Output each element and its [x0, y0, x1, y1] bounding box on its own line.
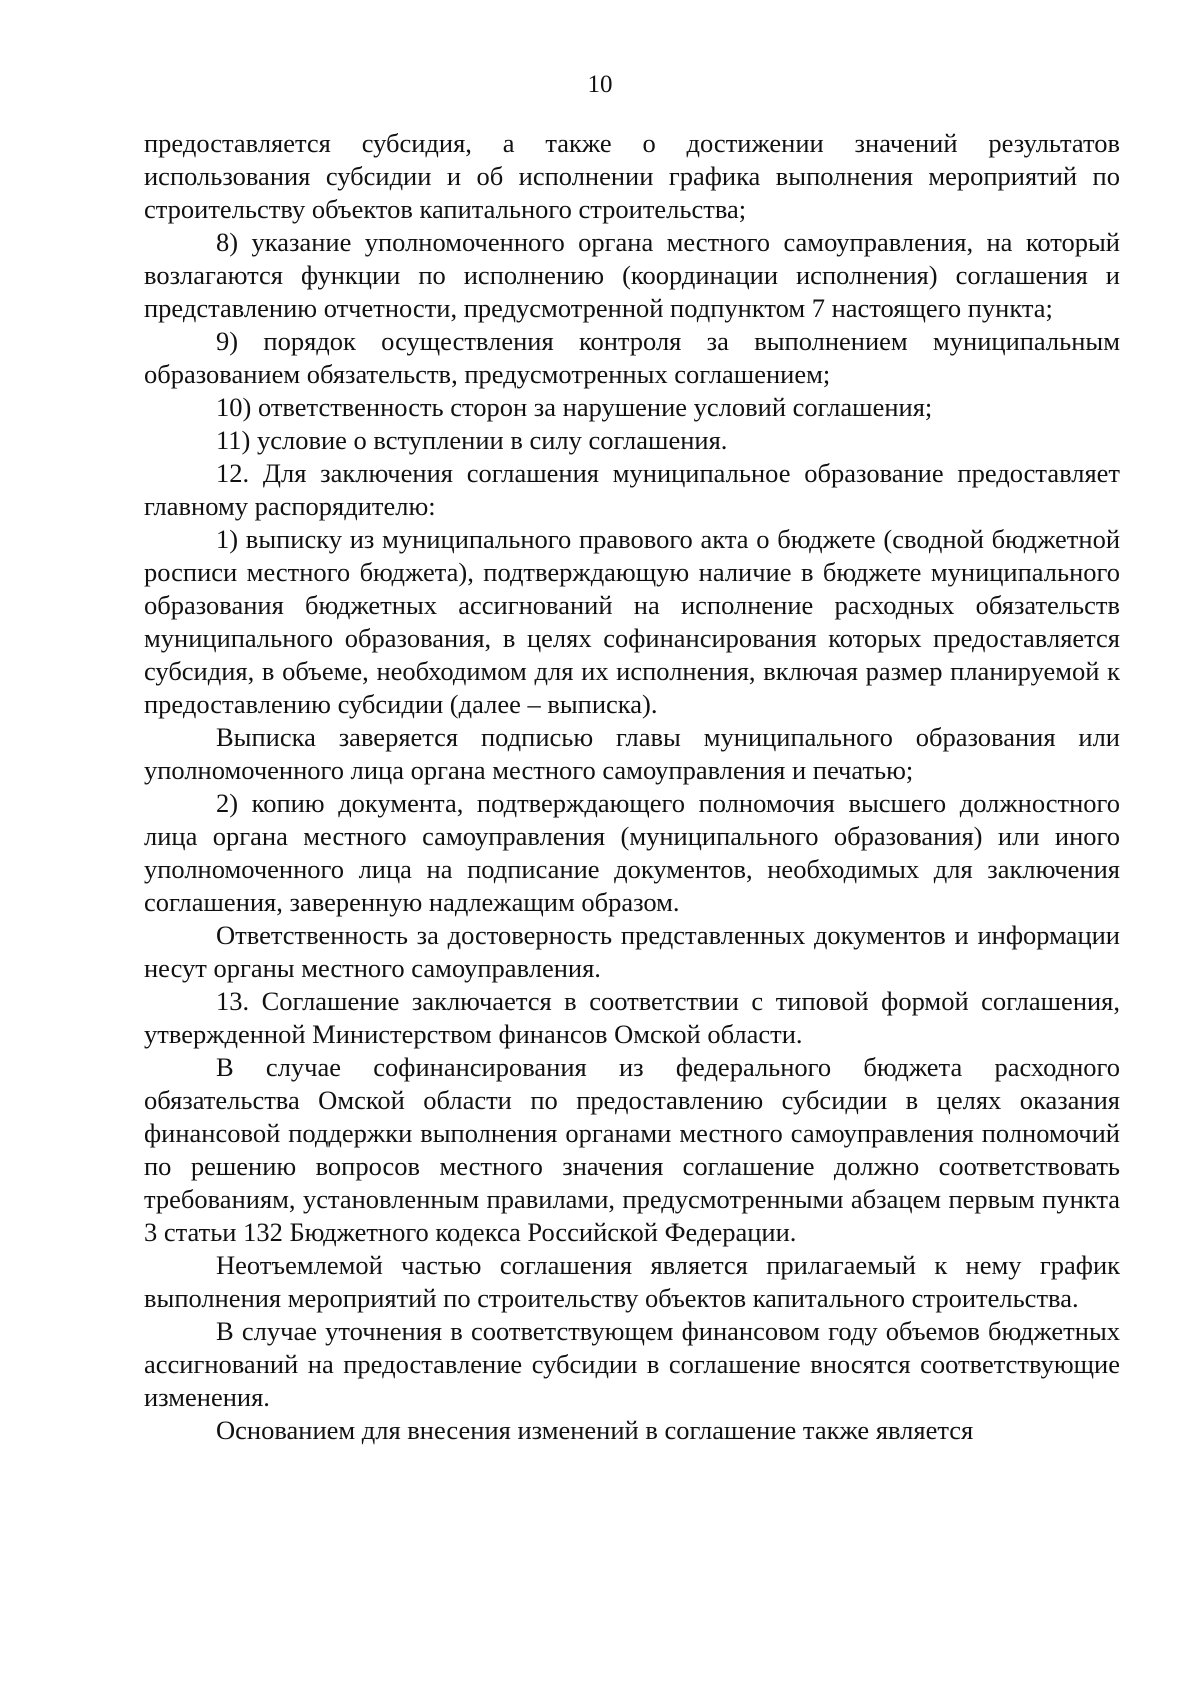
- paragraph-responsibility: Ответственность за достоверность представленных документов и информации несут органы местного самоуправления.: [144, 920, 1120, 983]
- paragraph-item-8: 8) указание уполномоченного органа местного самоуправления, на который возлагаются функции по исполнению (координации исполнения) соглашения и представлению отчетности, предусмотренной подпунктом 7 настоящего пункта;: [144, 227, 1120, 323]
- document-body: [144, 127, 1120, 1447]
- paragraph-federal-cofinancing: В случае софинансирования из федерального бюджета расходного обязательства Омской области по предоставлению субсидии в целях оказания финансовой поддержки выполнения органами местного самоуправления полномочий по решению вопросов местного значения соглашение должно соответствовать требованиям, установленным правилами, предусмотренными абзацем первым пункта 3 статьи 132 Бюджетного кодекса Российской Федерации.: [144, 1052, 1120, 1247]
- paragraph-item-10: 10) ответственность сторон за нарушение условий соглашения;: [216, 392, 933, 422]
- paragraph-schedule-annex: Неотъемлемой частью соглашения является прилагаемый к нему график выполнения мероприятий по строительству объектов капитального строительства.: [144, 1250, 1120, 1313]
- paragraph-amendment-grounds: Основанием для внесения изменений в соглашение также является: [216, 1415, 974, 1445]
- paragraph-item-11: 11) условие о вступлении в силу соглашения.: [216, 425, 728, 455]
- paragraph-clause-12-item-2: 2) копию документа, подтверждающего полномочия высшего должностного лица органа местного самоуправления (муниципального образования) или иного уполномоченного лица на подписание документов, необходимых для заключения соглашения, заверенную надлежащим образом.: [144, 788, 1120, 917]
- page-number: 10: [587, 71, 613, 98]
- paragraph-continuation: предоставляется субсидия, а также о достижении значений результатов использования субсидии и об исполнении графика выполнения мероприятий по строительству объектов капитального строительства;: [144, 128, 1120, 224]
- paragraph-extract-certification: Выписка заверяется подписью главы муниципального образования или уполномоченного лица органа местного самоуправления и печатью;: [144, 722, 1120, 785]
- paragraph-clause-12: 12. Для заключения соглашения муниципальное образование предоставляет главному распорядителю:: [144, 458, 1120, 521]
- paragraph-budget-changes: В случае уточнения в соответствующем финансовом году объемов бюджетных ассигнований на предоставление субсидии в соглашение вносятся соответствующие изменения.: [144, 1316, 1120, 1412]
- paragraph-clause-12-item-1: 1) выписку из муниципального правового акта о бюджете (сводной бюджетной росписи местного бюджета), подтверждающую наличие в бюджете муниципального образования бюджетных ассигнований на исполнение расходных обязательств муниципального образования, в целях софинансирования которых предоставляется субсидия, в объеме, необходимом для их исполнения, включая размер планируемой к предоставлению субсидии (далее – выписка).: [144, 524, 1120, 719]
- paragraph-item-9: 9) порядок осуществления контроля за выполнением муниципальным образованием обязательств, предусмотренных соглашением;: [144, 326, 1120, 389]
- paragraph-clause-13: 13. Соглашение заключается в соответствии с типовой формой соглашения, утвержденной Министерством финансов Омской области.: [144, 986, 1120, 1049]
